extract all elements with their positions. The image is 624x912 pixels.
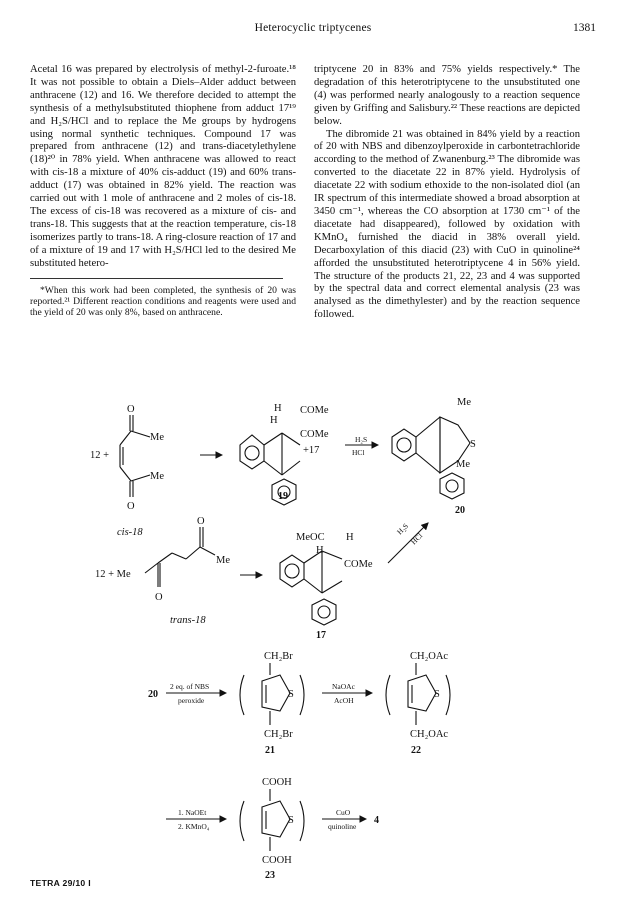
- row1-reagent-top: H₂S: [355, 435, 368, 444]
- row1-reagent-bottom: HCl: [352, 448, 365, 457]
- row3-reagent1-bottom: peroxide: [178, 696, 205, 705]
- compound-21-structure: [240, 663, 304, 725]
- row1-reactant: 12 +: [90, 450, 110, 461]
- adduct-17-label: 17: [316, 630, 326, 641]
- adduct-19-h2: H: [270, 415, 278, 426]
- compound-22-bottom: CH₂OAc: [410, 729, 449, 740]
- row4-product: 4: [374, 815, 379, 826]
- compound-23-top: COOH: [262, 777, 292, 788]
- cis-18-oxygen-top: O: [127, 404, 135, 415]
- footnote: [30, 285, 296, 319]
- right-paragraph-2: The dibromide 21 was obtained in 84% yield by a reaction of 20 with NBS and dibenzoylperoxide in carbontetrachloride according to the method of Zwanenburg.²³ The dibromide was converted to the diacetate 22 in 87% yield. Hydrolysis of diacetate 22 with sodium ethoxide to the non-isolated diol (an IR spectrum of this intermediate showed a broad absorption at 3450 cm⁻¹, whereas the CO absorption at 1730 cm⁻¹ of the diacetate had disappeared), followed by oxidation with KMnO₄ furnished the diacid in 38% overall yield. Decarboxylation of this diacid (23) with CuO in quinoline²⁴ afforded the unsubstituted heterotriptycene 4 in 56% yield. The structure of the products 21, 22, 23 and 4 was supported by the spectral data and correct elemental analysis (23 was analysed as the dimethylester) and by the reaction sequence followed.: [314, 128, 580, 321]
- compound-22-label: 22: [411, 745, 421, 756]
- adduct-19-come-2: COMe: [300, 429, 329, 440]
- row2-reactant: 12 + Me: [95, 569, 131, 580]
- row2-reagent-bottom: HCl: [409, 531, 425, 547]
- product-20-label: 20: [455, 505, 465, 516]
- compound-23-label: 23: [265, 870, 275, 880]
- compound-21-top: CH₂Br: [264, 651, 293, 662]
- reaction-schemes: [0, 395, 624, 880]
- running-title: Heterocyclic triptycenes: [254, 22, 372, 34]
- right-column: [314, 64, 580, 322]
- row4-reagent1-bottom: 2. KMnO₄: [178, 822, 210, 831]
- compound-21-label: 21: [265, 745, 275, 756]
- row3-reagent2-top: NaOAc: [332, 682, 355, 691]
- adduct-19-label: 19: [278, 491, 288, 502]
- row4-reagent2-top: CuO: [336, 808, 351, 817]
- trans-18-structure: [145, 527, 215, 587]
- product-20-sulfur: S: [470, 439, 476, 450]
- product-20-me-bottom: Me: [456, 459, 470, 470]
- adduct-17-meoc: MeOC: [296, 532, 325, 543]
- product-20-structure: [392, 417, 470, 499]
- compound-22-sulfur: S: [434, 689, 440, 700]
- compound-23-bottom: COOH: [262, 855, 292, 866]
- compound-21-bottom: CH₂Br: [264, 729, 293, 740]
- cis-18-structure: [120, 415, 150, 497]
- product-20-me-top: Me: [457, 397, 471, 408]
- row4-reagent1-top: 1. NaOEt: [178, 808, 207, 817]
- plus-17: +17: [303, 445, 320, 456]
- footnote-rule: [30, 278, 283, 279]
- left-paragraph-1: Acetal 16 was prepared by electrolysis of methyl-2-furoate.¹⁸ It was not possible to obtain a Diels–Alder adduct between anthracene (12) and 16. We therefore decided to attempt the synthesis of a methylsubstituted thiophene from adduct 17¹⁹ and H₂S/HCl and to replace the Me groups by hydrogens using normal synthetic techniques. Compound 17 was prepared from anthracene (12) and trans-diacetylethylene (18)²⁰ in 78% yield. When anthracene was allowed to react with cis-18 a mixture of 40% cis-adduct (19) and 60% trans-adduct (17) was obtained in 82% yield. The reaction was carried out with 1 mole of anthracene and 2 moles of cis-18. The excess of cis-18 was recovered as a mixture of cis- and trans-18. This suggests that at the reaction temperature, cis-18 isomerizes partly to trans-18. A ring-closure reaction of 17 and of a mixture of 19 and 17 with H₂S/HCl led to the desired Me substituted hetero-: [30, 64, 296, 269]
- left-column: [30, 64, 296, 319]
- adduct-17-come: COMe: [344, 559, 373, 570]
- cis-18-me-1: Me: [150, 432, 164, 443]
- footnote-text: *When this work had been completed, the synthesis of 20 was reported.²¹ Different reaction conditions and reagents were used and the yield of 20 was only 8%, based on anthracene.: [30, 284, 296, 319]
- reaction-scheme-svg: [0, 395, 624, 880]
- adduct-17-structure: [280, 551, 342, 625]
- cis-18-me-2: Me: [150, 471, 164, 482]
- cis-18-label: cis-18: [117, 527, 143, 538]
- adduct-19-structure: [240, 433, 300, 505]
- trans-18-me: Me: [216, 555, 230, 566]
- page-header: [30, 22, 596, 40]
- page-footer: TETRA 29/10 I: [30, 878, 91, 888]
- trans-18-label: trans-18: [170, 615, 206, 626]
- compound-23-sulfur: S: [288, 815, 294, 826]
- compound-22-structure: [386, 663, 450, 725]
- row2-reagent-top: H₂S: [395, 521, 411, 537]
- row3-reagent1-top: 2 eq. of NBS: [170, 682, 210, 691]
- compound-21-sulfur: S: [288, 689, 294, 700]
- adduct-19-h1: H: [274, 403, 282, 414]
- compound-22-top: CH₂OAc: [410, 651, 449, 662]
- cis-18-oxygen-bottom: O: [127, 501, 135, 512]
- row4-reagent2-bottom: quinoline: [328, 822, 357, 831]
- trans-18-oxygen-bottom: O: [155, 592, 163, 603]
- row3-reagent2-bottom: AcOH: [334, 696, 354, 705]
- trans-18-oxygen: O: [197, 516, 205, 527]
- adduct-17-h2: H: [316, 545, 324, 556]
- adduct-19-come-1: COMe: [300, 405, 329, 416]
- adduct-17-h1: H: [346, 532, 354, 543]
- page-number: 1381: [573, 22, 596, 34]
- row3-start: 20: [148, 689, 158, 700]
- compound-23-structure: [240, 789, 304, 851]
- right-paragraph-1: triptycene 20 in 83% and 75% yields respectively.* The degradation of this heterotriptycene to the unsubstituted one (4) was performed nearly analogously to a reaction sequence given by Griffing and Salisbury.²² These reactions are depicted below.: [314, 64, 580, 127]
